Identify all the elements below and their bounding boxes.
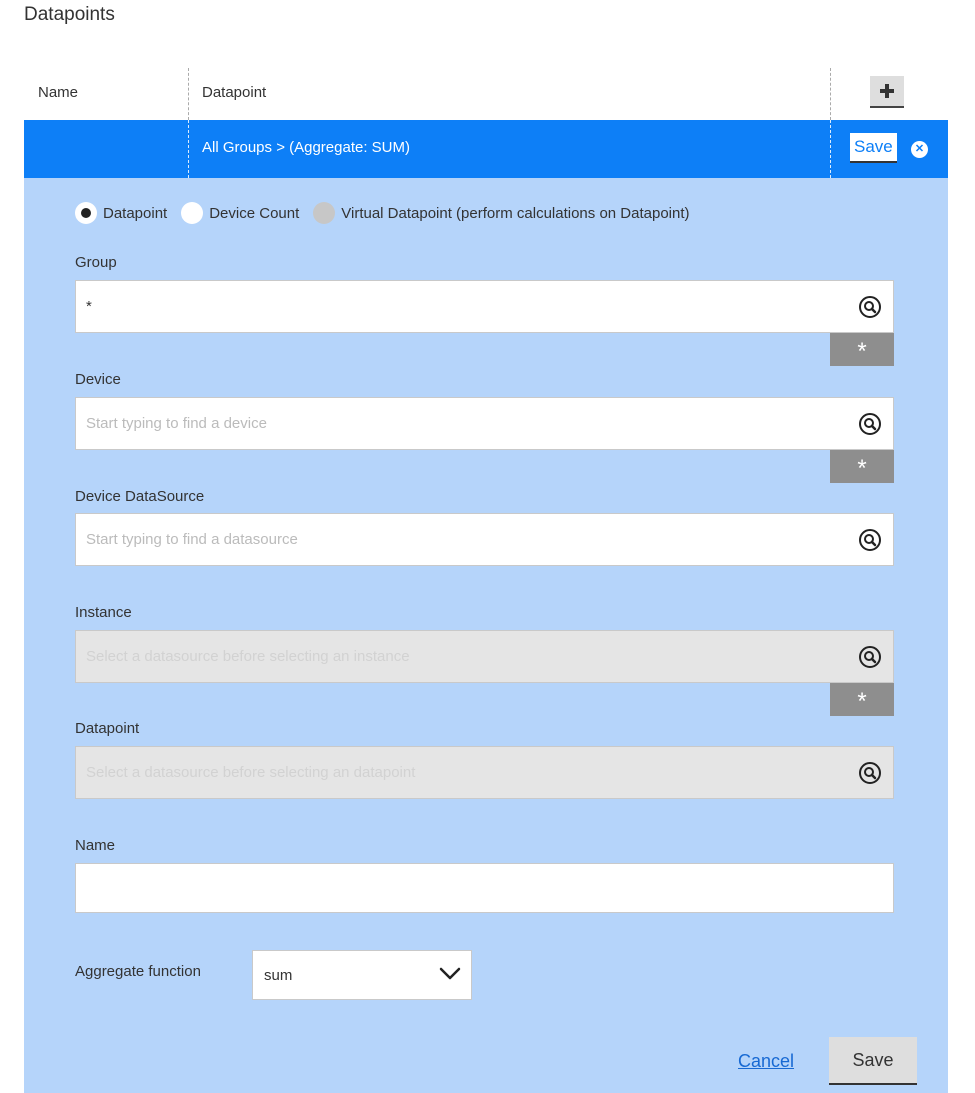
radio-device-count[interactable]	[181, 202, 203, 224]
radio-virtual-datapoint	[313, 202, 335, 224]
device-label: Device	[75, 371, 121, 388]
datapoint-form	[24, 178, 948, 1093]
column-header-name: Name	[38, 84, 79, 101]
aggregate-function-value: sum	[264, 967, 293, 984]
radio-datapoint-label[interactable]: Datapoint	[103, 204, 168, 222]
radio-virtual-datapoint-label: Virtual Datapoint (perform calculations on Datapoint)	[341, 204, 690, 222]
search-icon[interactable]	[858, 528, 882, 552]
close-circle-icon[interactable]: ✕	[911, 141, 928, 158]
radio-datapoint[interactable]	[75, 202, 97, 224]
instance-input	[76, 631, 836, 682]
row-datapoint-cell: All Groups > (Aggregate: SUM)	[202, 139, 411, 156]
column-divider	[188, 68, 189, 120]
column-divider	[188, 120, 189, 178]
instance-label: Instance	[75, 604, 132, 621]
column-divider	[830, 120, 831, 178]
device-wildcard-button[interactable]: *	[830, 450, 894, 483]
datapoint-field	[75, 746, 894, 799]
cancel-link[interactable]: Cancel	[738, 1051, 795, 1071]
name-field	[75, 863, 894, 913]
device-field	[75, 397, 894, 450]
name-input[interactable]	[76, 864, 893, 912]
device-input[interactable]	[76, 398, 836, 449]
instance-field	[75, 630, 894, 683]
datasource-input[interactable]	[76, 514, 836, 565]
group-wildcard-button[interactable]: *	[830, 333, 894, 366]
name-label: Name	[75, 837, 116, 854]
datasource-field	[75, 513, 894, 566]
page-title: Datapoints	[24, 4, 115, 25]
column-header-datapoint: Datapoint	[202, 84, 267, 101]
datasource-label: Device DataSource	[75, 488, 205, 505]
datapoint-input	[76, 747, 836, 798]
search-icon[interactable]	[858, 295, 882, 319]
plus-icon	[879, 83, 895, 99]
aggregate-function-label: Aggregate function	[75, 963, 201, 980]
row-save-button[interactable]: Save	[850, 133, 897, 163]
chevron-down-icon	[439, 966, 461, 982]
save-button[interactable]: Save	[829, 1037, 917, 1085]
search-icon[interactable]	[858, 645, 882, 669]
aggregate-function-select[interactable]	[252, 950, 472, 1000]
search-icon[interactable]	[858, 761, 882, 785]
table-row-selected[interactable]	[24, 120, 948, 178]
group-label: Group	[75, 254, 117, 271]
group-field	[75, 280, 894, 333]
column-divider	[830, 68, 831, 120]
add-datapoint-button[interactable]	[870, 76, 904, 108]
search-icon[interactable]	[858, 412, 882, 436]
datapoint-label: Datapoint	[75, 720, 140, 737]
group-input[interactable]	[76, 281, 836, 332]
table-header	[24, 68, 948, 120]
instance-wildcard-button[interactable]: *	[830, 683, 894, 716]
radio-device-count-label[interactable]: Device Count	[209, 204, 300, 222]
mode-radio-group	[75, 202, 704, 224]
